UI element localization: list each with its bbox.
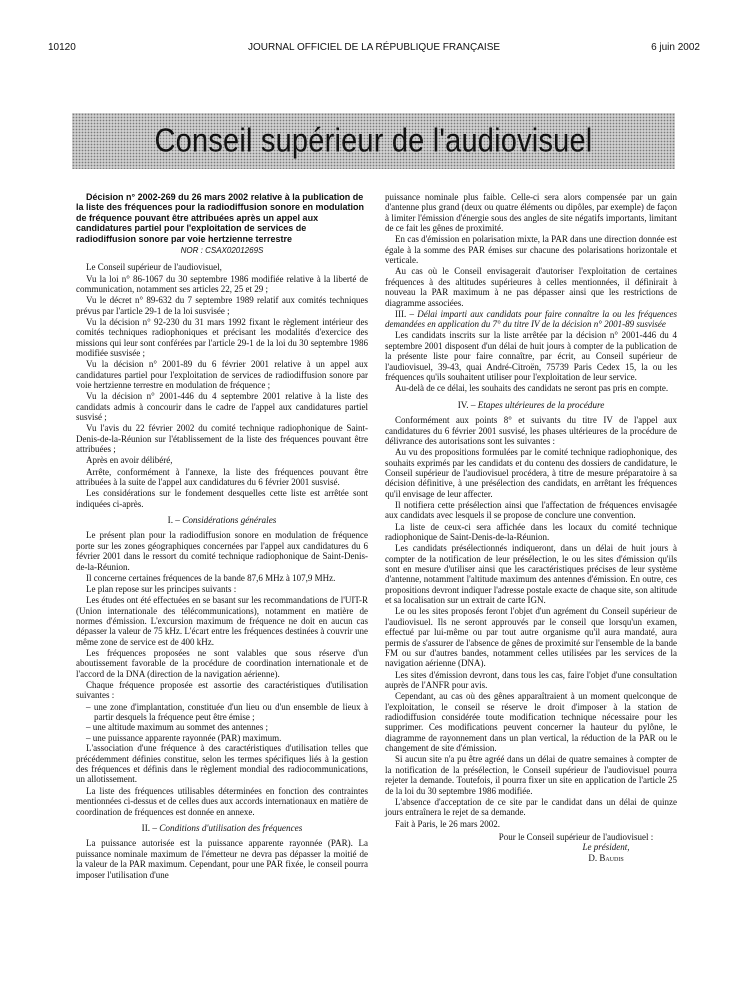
paragraph: Il notifiera cette présélection ainsi que l'affectation de fréquences envisagée aux candidats avec lesquels il se propose de conclure une convention.: [385, 499, 677, 521]
paragraph: Vu le décret n° 89-632 du 7 septembre 1989 relatif aux comités techniques prévus par l'article 29-1 de la loi susvisée ;: [76, 295, 368, 316]
nor-code: CSAX0201269S: [205, 246, 264, 256]
place-date: Fait à Paris, le 26 mars 2002.: [395, 818, 500, 829]
paragraph: Vu la décision n° 2001-446 du 4 septembre 2001 relative à la liste des candidats admis à concourir dans le cadre de l'appel aux candidatures partiel susvisé ;: [76, 391, 368, 423]
paragraph: Les sites d'émission devront, dans tous les cas, faire l'objet d'une consultation auprès de l'ANFR pour avis.: [385, 669, 677, 691]
paragraph: La puissance autorisée est la puissance apparente rayonnée (PAR). La puissance nominale maximum de l'émetteur ne devra pas dépasser la moitié de la valeur de la PAR maximum. Cependant, pour une PAR fixée, le conseil pourra imposer l'utilisation d'une: [76, 838, 368, 880]
paragraph: Au-delà de ce délai, les souhaits des candidats ne seront pas pris en compte.: [395, 383, 669, 394]
section-number: I. –: [167, 514, 180, 525]
paragraph: La liste de ceux-ci sera affichée dans les locaux du comité technique radiophonique de Saint-Denis-de-la-Réunion.: [385, 521, 677, 542]
right-column: [385, 192, 677, 863]
paragraph: Conformément aux points 8° et suivants du titre IV de l'appel aux candidatures du 6 février 2001 susvisé, les phases ultérieures de la procédure de délivrance des autorisations sont les suivantes :: [385, 415, 677, 446]
section-title: Considérations générales: [182, 514, 277, 525]
paragraph: Les considérations sur le fondement desquelles cette liste est arrêtée sont indiquées ci-après.: [76, 488, 368, 509]
paragraph: Il concerne certaines fréquences de la bande 87,6 MHz à 107,9 MHz.: [86, 572, 336, 583]
list-item: – une altitude maximum au sommet des antennes ;: [86, 722, 268, 733]
list-item: – une puissance apparente rayonnée (PAR) maximum.: [86, 732, 282, 743]
paragraph: Le ou les sites proposés feront l'objet d'un agrément du Conseil supérieur de l'audiovisuel. Ils ne seront approuvés par le conseil que lorsqu'un examen, effectué par lui-même ou par tout autre organisme qu'il aura mandaté, aura permis de s'assurer de l'absence de gênes de proximité sur l'ensemble de la bande FM ou sur d'autres bandes, notamment celles utilisées par les services de la navigation aérienne (DNA).: [385, 606, 678, 669]
section-4-heading: [385, 400, 677, 410]
paragraph: Les études ont été effectuées en se basant sur les recommandations de l'UIT-R (Union internationale des télécommunications), notamment en matière de normes d'émission. L'excursion maximum de fréquence ne doit en aucun cas dépasser la valeur de 75 kHz. L'écart entre les fréquences destinées à couvrir une même zone de service est de 400 kHz.: [76, 595, 368, 647]
paragraph: L'association d'une fréquence à des caractéristiques d'utilisation telles que précédemment définies constitue, selon les termes spécifiques liés à la gestion des fréquences et définis dans le règlement mondial des radiocommunications, un allotissement.: [76, 743, 368, 785]
list-item: – une zone d'implantation, constituée d'un lieu ou d'un ensemble de lieux à partir desquels la fréquence peut être émise ;: [86, 701, 368, 723]
paragraph: Le plan repose sur les principes suivants :: [86, 583, 237, 594]
section-3-heading: [385, 309, 677, 330]
journal-title: JOURNAL OFFICIEL DE LA RÉPUBLIQUE FRANÇAISE: [247, 42, 501, 53]
section-number: IV. –: [457, 399, 476, 410]
left-column: [76, 192, 368, 881]
paragraph: Les fréquences proposées ne sont valables que sous réserve d'un aboutissement favorable de la procédure de coordination internationale et de l'accord de la DNA (direction de la navigation aérienne).: [76, 648, 368, 679]
section-1-heading: [76, 515, 368, 525]
section-banner: [72, 113, 675, 169]
paragraph: puissance nominale plus faible. Celle-ci sera alors compensée par un gain d'antenne plus grand (deux ou quatre éléments ou dipôles, par exemple) de façon à limiter l'émission d'énergie sous des angles de site négatifs importants, limitant de ce fait les gênes de proximité.: [385, 192, 677, 234]
page-number: 10120: [48, 42, 76, 53]
section-title: Délai imparti aux candidats pour faire connaître la ou les fréquences demandées en application du 7° du titre IV de la décision n° 2001-89 susvisée: [385, 308, 677, 330]
paragraph: Cependant, au cas où des gênes apparaîtraient à un moment quelconque de l'exploitation, le conseil se réserve le droit d'imposer à la station de radiodiffusion considérée toute modification technique nécessaire pour les supprimer. Ces modifications peuvent concerner la hauteur du pylône, le diagramme de rayonnement dans un plan vertical, la réduction de la PAR ou le changement de site d'émission.: [385, 691, 677, 754]
paragraph: La liste des fréquences utilisables déterminées en fonction des contraintes mentionnées ci-dessus et de celles dues aux accords internationaux en matière de coordination de fréquences est donnée en annexe.: [76, 785, 368, 817]
signature-for-line: Pour le Conseil supérieur de l'audiovisuel :: [498, 831, 654, 842]
issue-date: 6 juin 2002: [651, 42, 700, 53]
running-header: [48, 42, 700, 56]
paragraph: Vu la loi n° 86-1067 du 30 septembre 1986 modifiée relative à la liberté de communication, notamment ses articles 22, 25 et 29 ;: [76, 273, 368, 295]
paragraph: Vu la décision n° 2001-89 du 6 février 2001 relative à un appel aux candidatures partiel pour l'exploitation de services de radiodiffusion sonore par voie hertzienne terrestre en modulation de fréquence ;: [76, 359, 368, 391]
section-title: Etapes ultérieures de la procédure: [477, 399, 605, 410]
section-number: II. –: [141, 822, 157, 833]
paragraph: Après en avoir délibéré,: [86, 455, 173, 466]
paragraph: Le Conseil supérieur de l'audiovisuel,: [86, 262, 222, 273]
paragraph: Arrête, conformément à l'annexe, la liste des fréquences pouvant être attribuées à la suite de l'appel aux candidatures du 6 février 2001 susvisé.: [76, 466, 368, 487]
signature-block: [385, 832, 677, 863]
paragraph: Chaque fréquence proposée est assortie des caractéristiques d'utilisation suivantes :: [76, 680, 368, 701]
paragraph: En cas d'émission en polarisation mixte, la PAR dans une direction donnée est égale à la somme des PAR émises sur chacune des polarisations horizontale et verticale.: [385, 234, 677, 266]
section-title: Conditions d'utilisation des fréquences: [159, 822, 303, 833]
paragraph: Le présent plan pour la radiodiffusion sonore en modulation de fréquence porte sur les zones géographiques concernées par l'appel aux candidatures du 6 février 2001 dans le ressort du comité technique radiophonique de Saint-Denis-de-la-Réunion.: [76, 530, 368, 572]
banner-title: Conseil supérieur de l'audiovisuel: [154, 122, 593, 159]
nor-reference: [76, 246, 368, 256]
paragraph: L'absence d'acceptation de ce site par le candidat dans un délai de quinze jours entraînera le rejet de sa demande.: [385, 796, 677, 818]
paragraph: Vu la décision n° 92-230 du 31 mars 1992 fixant le règlement intérieur des comités techniques radiophoniques et précisant les modalités d'exercice des missions qui leur sont conférées par l'article 29-1 de la loi du 30 septembre 1986 modifiée susvisée ;: [76, 316, 368, 359]
nor-label: NOR :: [180, 246, 206, 256]
paragraph: Les candidats présélectionnés indiqueront, dans un délai de huit jours à compter de la notification de leur présélection, le ou les sites d'émission qu'ils sont en mesure d'utiliser ainsi que les caractéristiques précises de leur système d'antenne, notamment l'altitude maximum des antennes d'émission. En outre, ces propositions devront indiquer l'adresse postale exacte de chaque site, son altitude et sa localisation sur un extrait de carte IGN.: [385, 543, 677, 606]
section-number: III. –: [395, 308, 414, 319]
paragraph: Les candidats inscrits sur la liste arrêtée par la décision n° 2001-446 du 4 septembre 2001 disposent d'un délai de huit jours à compter de la publication de la présente liste pour faire connaître, par écrit, au Conseil supérieur de l'audiovisuel, 39-43, quai André-Citroën, 75739 Paris Cedex 15, la ou les fréquences qu'ils souhaitent utiliser pour l'exploitation de leur service.: [385, 330, 677, 383]
paragraph: Si aucun site n'a pu être agréé dans un délai de quatre semaines à compter de la notification de la présélection, le Conseil supérieur de l'audiovisuel pourra rejeter la demande. Toutefois, il pourra fixer un site en application de l'article 25 de la loi du 30 septembre 1986 modifiée.: [385, 754, 677, 796]
signature-name: D. Baudis: [588, 852, 624, 863]
section-2-heading: [76, 823, 368, 833]
characteristics-list: [76, 702, 368, 744]
paragraph: Au vu des propositions formulées par le comité technique radiophonique, des souhaits exprimés par les candidats et du contenu des dossiers de candidature, le Conseil supérieur de l'audiovisuel procédera, à titre de mesure préparatoire à sa décision définitive, à une présélection des candidats, en arrêtant les fréquences qu'il envisage de leur affecter.: [385, 447, 677, 499]
decision-title: Décision n° 2002-269 du 26 mars 2002 relative à la publication de la liste des fréquences pour la radiodiffusion sonore en modulation de fréquence pouvant être attribuées après un appel aux candidatures partiel pour l'exploitation de services de radiodiffusion sonore par voie hertzienne terrestre: [76, 192, 365, 244]
signature-role: Le président,: [582, 842, 630, 853]
paragraph: Vu l'avis du 22 février 2002 du comité technique radiophonique de Saint-Denis-de-la-Réunion sur l'établissement de la liste des fréquences pouvant être attribuées ;: [76, 423, 368, 455]
paragraph: Au cas où le Conseil envisagerait d'autoriser l'exploitation de certaines fréquences à des altitudes supérieures à celles mentionnées, il définirait à nouveau la PAR maximum à ne pas dépasser ainsi que les restrictions de diagramme associées.: [385, 266, 677, 308]
